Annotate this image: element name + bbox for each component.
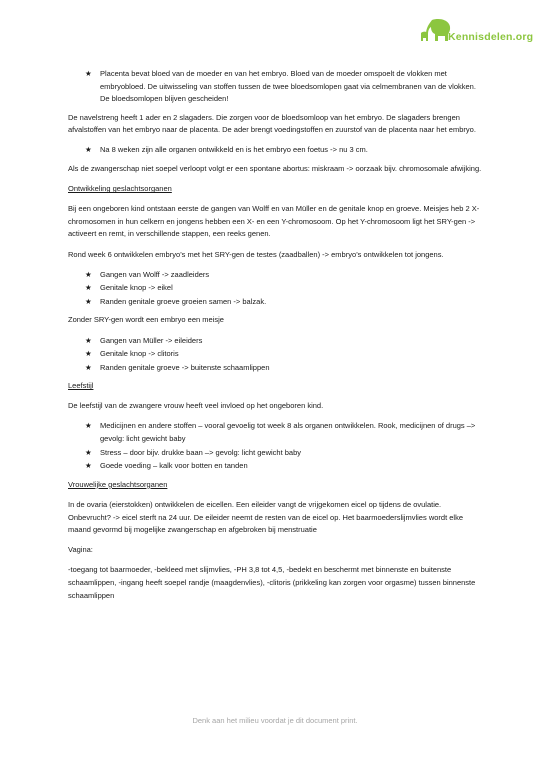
list-item: ★ Medicijnen en andere stoffen – vooral gevoelig tot week 8 als organen ontwikkelen. Rook, medicijnen of drugs –> gevolg: licht gewicht baby <box>85 421 476 444</box>
star-bullet-icon: ★ <box>85 283 92 293</box>
star-bullet-icon: ★ <box>85 447 92 457</box>
bullet-list-foetus <box>68 144 486 157</box>
bullet-list-meisjes <box>68 335 486 375</box>
heading-ontwikkeling-geslachtsorganen: Ontwikkeling geslachtsorganen <box>68 184 172 194</box>
logo-text: Kennisdelen.org <box>448 31 534 43</box>
list-item: ★ Na 8 weken zijn alle organen ontwikkeld en is het embryo een foetus -> nu 3 cm. <box>68 144 486 157</box>
list-item: ★ Gangen van Müller -> eileiders <box>68 335 486 348</box>
paragraph-ovaria: In de ovaria (eierstokken) ontwikkelen de eicellen. Een eileider vangt de vrijgekomen eicel op tijdens de ovulatie. Onbevrucht? -> eicel sterft na 24 uur. De eileider neemt de resten van de eicel op. Het baarmoederslijmvlies wordt elke maand gevormd bij mogelijke zwangerschap en afgebroken bij menstruatie <box>68 499 463 535</box>
list-item: ★ Randen genitale groeve groeien samen -> balzak. <box>68 296 486 309</box>
paragraph-vagina: -toegang tot baarmoeder, -bekleed met slijmvlies, -PH 3,8 tot 4,5, -bedekt en beschermt met binnenste en buitenste schaamlippen, -ingang heeft soepel randje (maagdenvlies), -clitoris (prikkeling kan zorgen voor orgasme) tussen binnenste schaamlippen <box>68 565 476 600</box>
footer-print-notice: Denk aan het milieu voordat je dit document print. <box>192 716 358 725</box>
list-item: ★ Placenta bevat bloed van de moeder en van het embryo. Bloed van de moeder omspoelt de vlokken met embryobloed. De uitwisseling van stoffen tussen de twee bloedsomlopen gaat via celmembranen van de vlokken. De bloedsomlopen blijven gescheiden! <box>85 69 476 104</box>
bullet-list-placenta <box>68 68 486 106</box>
list-item: ★ Goede voeding – kalk voor botten en tanden <box>68 460 486 473</box>
list-item: ★ Genitale knop -> clitoris <box>68 348 486 361</box>
list-item: ★ Gangen van Wolff -> zaadleiders <box>68 269 486 282</box>
bullet-list-leefstijl <box>68 420 486 472</box>
bullet-list-jongens <box>68 269 486 309</box>
star-bullet-icon: ★ <box>85 461 92 471</box>
paragraph-navelstreng: De navelstreng heeft 1 ader en 2 slagaders. Die zorgen voor de bloedsomloop van het embryo. De slagaders brengen afvalstoffen van het embryo naar de placenta. De ader brengt voedingstoffen en zuurstof van de placenta naar het embryo. <box>68 112 476 135</box>
paragraph-week6: Rond week 6 ontwikkelen embryo’s met het SRY-gen de testes (zaadballen) -> embryo’s ontwikkelen tot jongens. <box>68 249 444 259</box>
star-bullet-icon: ★ <box>85 362 92 372</box>
list-item: ★ Stress – door bijv. drukke baan –> gevolg: licht gewicht baby <box>68 447 486 460</box>
star-bullet-icon: ★ <box>85 296 92 306</box>
paragraph-vagina-label: Vagina: <box>68 545 93 555</box>
star-bullet-icon: ★ <box>85 349 92 359</box>
star-bullet-icon: ★ <box>85 145 92 155</box>
heading-leefstijl: Leefstijl <box>68 381 94 391</box>
star-bullet-icon: ★ <box>85 335 92 345</box>
star-bullet-icon: ★ <box>85 269 92 279</box>
star-bullet-icon: ★ <box>85 421 92 431</box>
paragraph-leefstijl: De leefstijl van de zwangere vrouw heeft veel invloed op het ongeboren kind. <box>68 401 324 411</box>
list-item: ★ Genitale knop -> eikel <box>68 282 486 295</box>
list-item: ★ Randen genitale groeve -> buitenste schaamlippen <box>68 362 486 375</box>
kennisdelen-logo <box>418 16 534 50</box>
paragraph-zonder-sry: Zonder SRY-gen wordt een embryo een meisje <box>68 315 224 325</box>
heading-vrouwelijke-geslachtsorganen: Vrouwelijke geslachtsorganen <box>68 479 168 489</box>
paragraph-ongeboren: Bij een ongeboren kind ontstaan eerste de gangen van Wolff en van Müller en de genitale knop en groeve. Meisjes heb 2 X-chromosomen in hun celkern en jongens hebben een X- en een Y-chromosoom. Op het Y-chromosoom ligt het SRY-gen -> activeert en remt, in verschillende stappen, een reeks genen. <box>68 204 480 239</box>
paragraph-abortus: Als de zwangerschap niet soepel verloopt volgt er een spontane abortus: miskraam -> oorzaak bijv. chromosomale afwijking. <box>68 164 482 174</box>
star-bullet-icon: ★ <box>85 69 92 78</box>
document-body <box>68 68 486 610</box>
